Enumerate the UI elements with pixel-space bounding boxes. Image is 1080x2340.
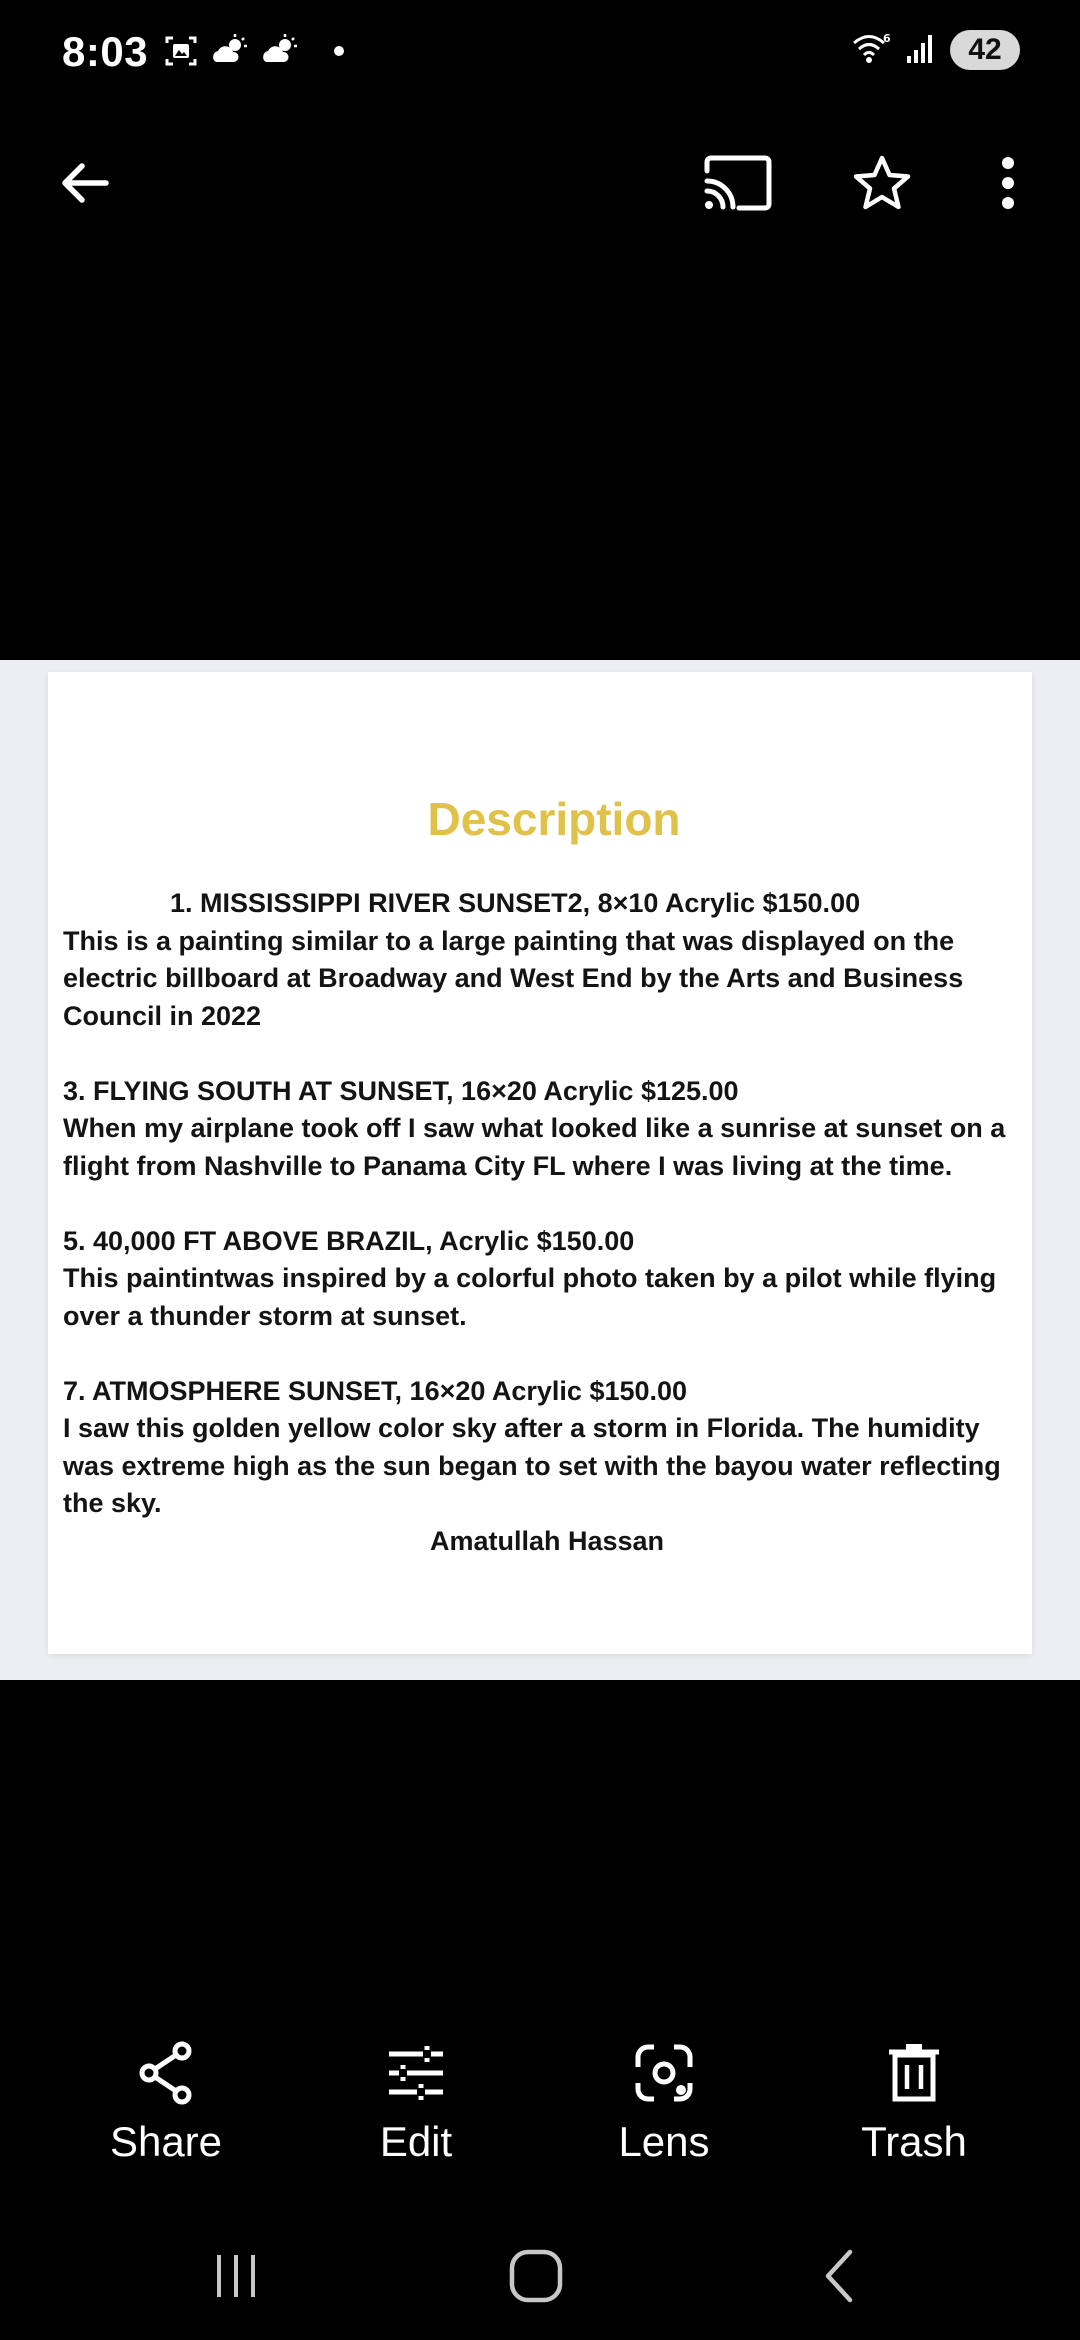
tune-icon: [387, 2044, 445, 2107]
cell-signal-icon: [906, 32, 936, 69]
document-body: [63, 885, 1023, 1560]
cloud-sun-icon: [210, 34, 248, 68]
more-vert-icon: [998, 155, 1018, 216]
status-time: 8:03: [62, 28, 149, 75]
screenshot-icon: [164, 34, 198, 68]
entry-heading: 3. FLYING SOUTH AT SUNSET, 16×20 Acrylic $125.00: [63, 1075, 739, 1106]
entry-text: This is a painting similar to a large painting that was displayed on the electric billboard at Broadway and West End by the Arts and Business Council in 2022: [63, 925, 964, 1031]
home-button[interactable]: [496, 2248, 576, 2308]
status-bar: [0, 0, 1080, 110]
status-system-icons: [852, 30, 1020, 70]
signature: Amatullah Hassan: [429, 1525, 665, 1556]
share-button[interactable]: [66, 2040, 266, 2166]
cloud-sun-icon: [260, 34, 298, 68]
back-arrow-icon: [56, 155, 112, 216]
back-icon: [820, 2248, 860, 2309]
document-image: [48, 672, 1032, 1654]
star-icon: [852, 154, 912, 217]
entry-heading: 5. 40,000 FT ABOVE BRAZIL, Acrylic $150.00: [63, 1225, 635, 1256]
document-title: Description: [427, 793, 681, 845]
cast-button[interactable]: [708, 155, 768, 215]
system-nav-bar: [0, 2230, 1080, 2320]
bottom-action-bar: [0, 2040, 1080, 2190]
recents-button[interactable]: [196, 2248, 276, 2308]
lens-button[interactable]: [564, 2040, 764, 2166]
share-label: Share: [109, 2118, 223, 2165]
cast-icon: [703, 155, 773, 216]
entry-heading: 7. ATMOSPHERE SUNSET, 16×20 Acrylic $150.00: [63, 1375, 688, 1406]
entry-text: I saw this golden yellow color sky after a storm in Florida. The humidity was extreme high as the sun began to set with the bayou water reflecting the sky.: [63, 1413, 1001, 1518]
edit-label: Edit: [379, 2118, 453, 2165]
nav-back-button[interactable]: [800, 2248, 880, 2308]
battery-icon: 42: [950, 30, 1020, 70]
more-options-button[interactable]: [978, 155, 1038, 215]
notification-dot: [334, 46, 344, 56]
entry-text: When my airplane took off I saw what looked like a sunrise at sunset on a flight from Nashville to Panama City FL where I was living at the time.: [63, 1113, 1006, 1181]
edit-button[interactable]: [316, 2040, 516, 2166]
wifi-6-icon: [852, 31, 892, 70]
back-button[interactable]: [54, 155, 114, 215]
photo-view[interactable]: [0, 660, 1080, 1680]
share-icon: [136, 2041, 196, 2110]
lens-label: Lens: [618, 2118, 710, 2165]
trash-icon: [887, 2043, 941, 2108]
status-notification-icons: [164, 34, 344, 68]
trash-button[interactable]: [814, 2040, 1014, 2166]
viewer-toolbar: [0, 130, 1080, 240]
trash-label: Trash: [861, 2118, 967, 2165]
recents-icon: [211, 2251, 261, 2306]
lens-icon: [634, 2043, 694, 2108]
entry-text: This paintintwas inspired by a colorful photo taken by a pilot while flying over a thunder storm at sunset.: [63, 1263, 997, 1331]
entry-heading: 1. MISSISSIPPI RIVER SUNSET2, 8×10 Acrylic $150.00: [170, 888, 861, 918]
home-icon: [508, 2248, 564, 2309]
svg-text:6: 6: [883, 31, 891, 45]
favorite-button[interactable]: [852, 155, 912, 215]
